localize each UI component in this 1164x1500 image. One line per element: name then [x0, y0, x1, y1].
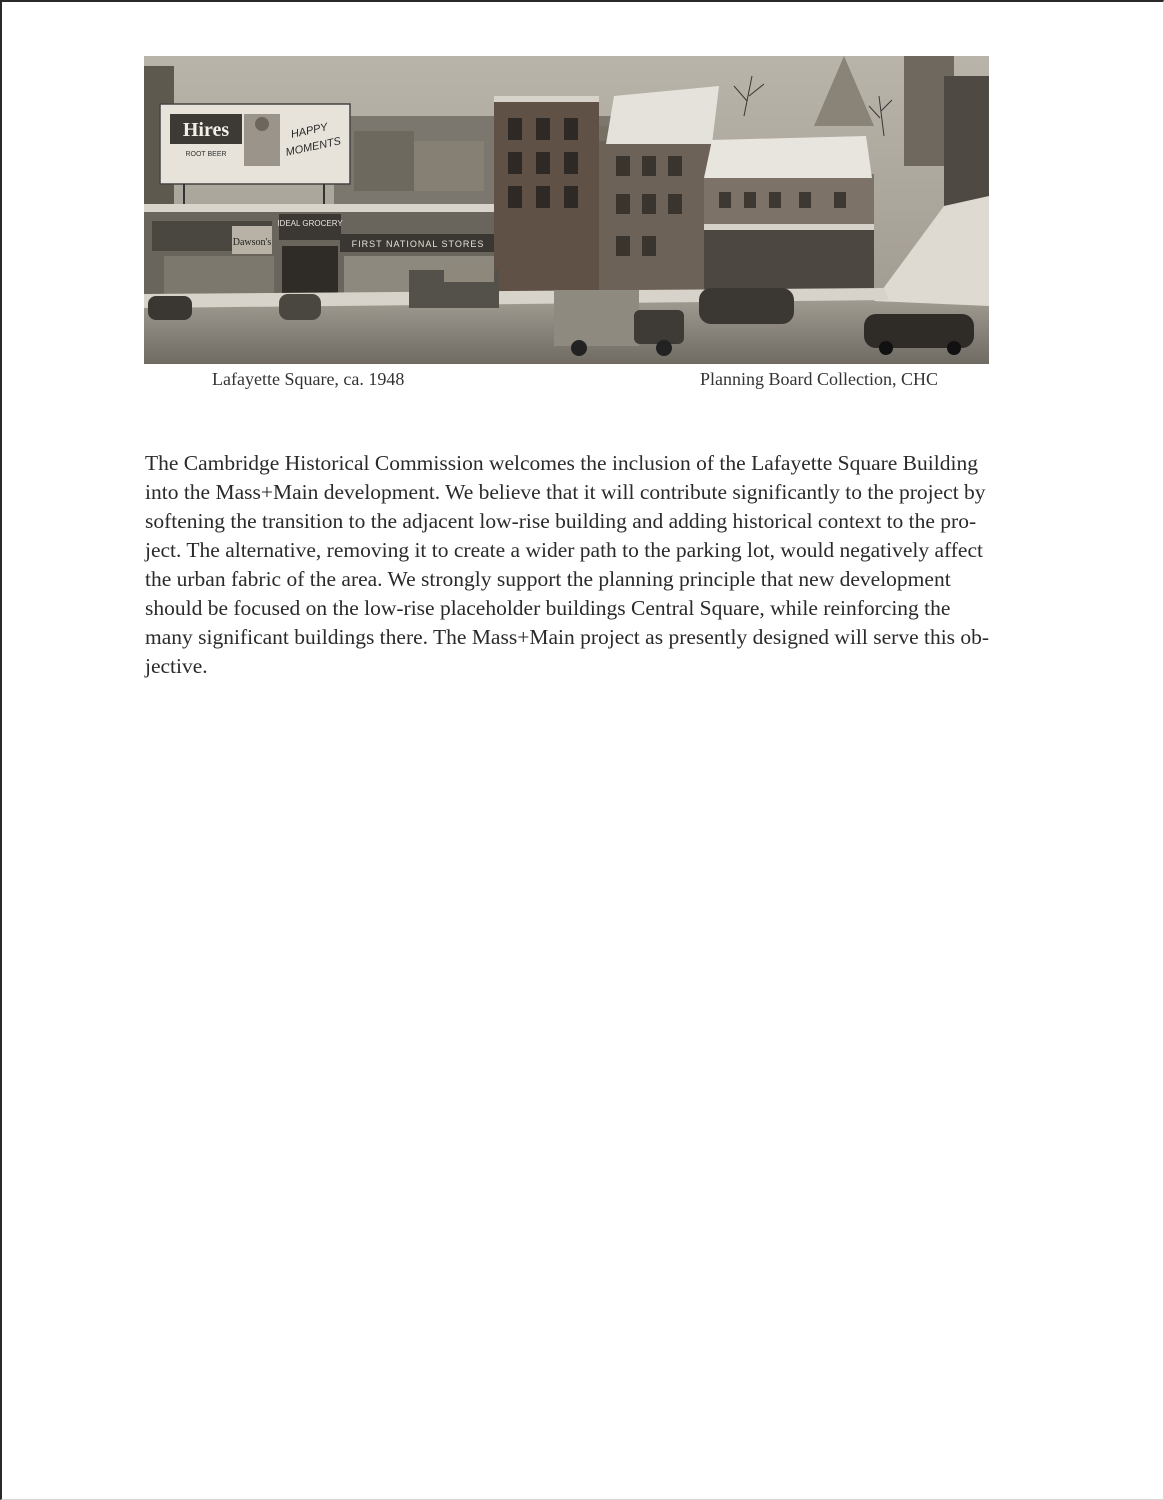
body-line: jective. [145, 654, 208, 678]
body-line: should be focused on the low-rise placeholder buildings Central Square, while reinforcing the [145, 596, 951, 620]
sign-grocery: IDEAL GROCERY [277, 219, 343, 228]
billboard-brand: Hires [182, 119, 230, 141]
body-line: The Cambridge Historical Commission welcomes the inclusion of the Lafayette Square Building [145, 451, 978, 475]
sign-dawsons: Dawson's [232, 237, 272, 248]
body-line: softening the transition to the adjacent low-rise building and adding historical context to the pro- [145, 509, 977, 533]
body-line: many significant buildings there. The Mass+Main project as presently designed will serve this ob- [145, 625, 990, 649]
historical-photo [144, 56, 989, 364]
billboard-product: ROOT BEER [185, 151, 227, 158]
photo-caption: Lafayette Square, ca. 1948 [212, 369, 405, 389]
body-line: into the Mass+Main development. We believe that it will contribute significantly to the project by [145, 480, 986, 504]
body-line: ject. The alternative, removing it to create a wider path to the parking lot, would negatively affect [145, 538, 983, 562]
photo-credit: Planning Board Collection, CHC [700, 369, 938, 389]
billboard-slogan-1: HAPPY [289, 121, 329, 141]
body-line: the urban fabric of the area. We strongly support the planning principle that new development [145, 567, 951, 591]
sign-stores: FIRST NATIONAL STORES [351, 239, 485, 249]
body-paragraph [145, 449, 1038, 681]
billboard-slogan-2: MOMENTS [284, 135, 343, 159]
